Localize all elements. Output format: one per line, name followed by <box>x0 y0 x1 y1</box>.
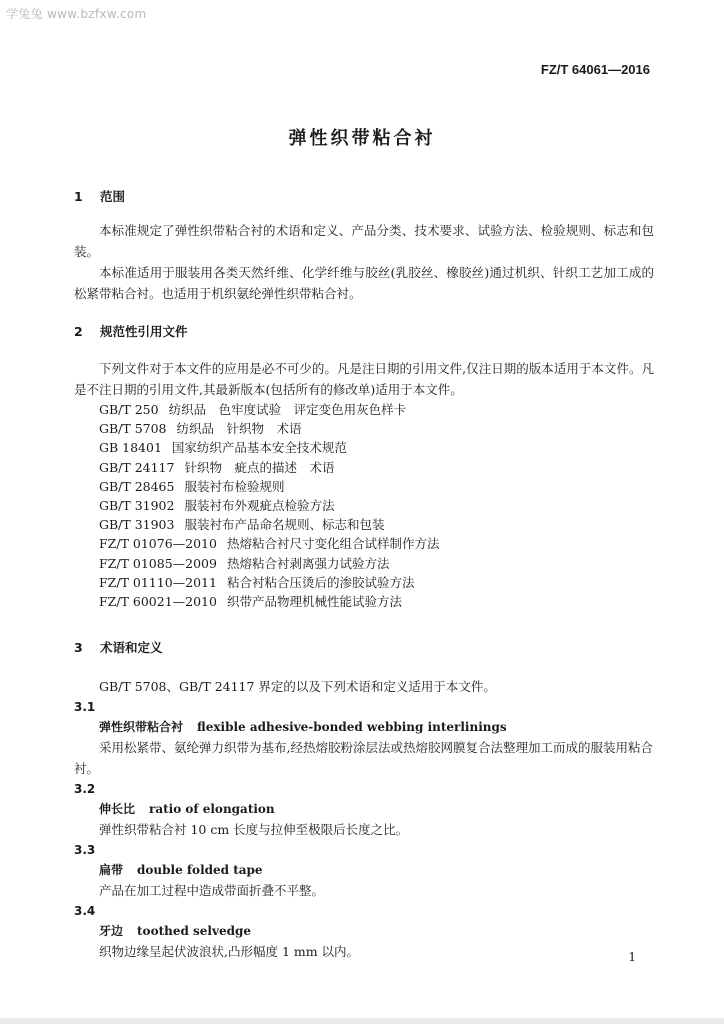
reference-item <box>99 573 654 592</box>
reference-code: GB 18401 <box>99 440 162 456</box>
reference-list <box>74 400 654 611</box>
reference-code: FZ/T 60021—2010 <box>99 594 217 610</box>
term-number: 3.2 <box>74 782 96 796</box>
term-entry <box>74 697 654 779</box>
section-heading <box>74 638 654 656</box>
term-name <box>74 717 654 737</box>
section-number: 1 <box>74 189 83 204</box>
reference-item <box>99 477 654 496</box>
reference-title: 服装衬布检验规则 <box>184 478 285 494</box>
term-cn: 弹性织带粘合衬 <box>99 720 184 734</box>
reference-title: 纺织品 色牢度试验 评定变色用灰色样卡 <box>168 402 407 417</box>
bottom-scan-strip <box>0 1018 724 1024</box>
paragraph: 本标准适用于服装用各类天然纤维、化学纤维与胶丝(乳胶丝、橡胶丝)通过机织、针织工艺加工成的松紧带粘合衬。也适用于机织氨纶弹性织带粘合衬。 <box>74 265 654 301</box>
document-title: 弹性织带粘合衬 <box>288 128 436 149</box>
section-number: 2 <box>74 324 83 339</box>
reference-item <box>99 458 654 477</box>
term-en: toothed selvedge <box>137 924 252 938</box>
reference-item <box>99 496 654 515</box>
section-number: 3 <box>74 640 83 655</box>
section-heading <box>74 187 654 205</box>
term-cn: 扁带 <box>99 863 124 877</box>
paragraph: 本标准规定了弹性织带粘合衬的术语和定义、产品分类、技术要求、试验方法、检验规则、标志和包装。 <box>74 223 654 259</box>
reference-item <box>99 534 654 553</box>
reference-title: 服装衬布外观疵点检验方法 <box>184 498 335 514</box>
paragraph: GB/T 5708、GB/T 24117 界定的以及下列术语和定义适用于本文件。 <box>99 679 496 694</box>
document-code: FZ/T 64061—2016 <box>540 62 650 77</box>
term-en: flexible adhesive-bonded webbing interlinings <box>197 720 507 734</box>
term-cn: 牙边 <box>99 924 124 938</box>
term-entry <box>74 840 654 901</box>
reference-title: 针织物 疵点的描述 术语 <box>184 459 335 475</box>
reference-code: GB/T 5708 <box>99 421 167 437</box>
term-number: 3.4 <box>74 904 96 918</box>
term-definition: 弹性织带粘合衬 10 cm 长度与拉伸至极限后长度之比。 <box>99 822 409 837</box>
section-heading <box>74 322 654 340</box>
reference-item <box>99 515 654 534</box>
section-title: 范围 <box>100 189 126 204</box>
reference-title: 纺织品 针织物 术语 <box>176 421 302 437</box>
reference-code: FZ/T 01085—2009 <box>99 555 217 571</box>
reference-item <box>99 400 654 419</box>
term-number: 3.1 <box>74 700 96 714</box>
term-en: ratio of elongation <box>149 802 275 816</box>
term-definition: 产品在加工过程中造成带面折叠不平整。 <box>99 883 325 898</box>
reference-code: FZ/T 01110—2011 <box>99 574 217 590</box>
term-entry <box>74 901 654 962</box>
reference-title: 热熔粘合衬剥离强力试验方法 <box>226 555 390 571</box>
reference-item <box>99 438 654 457</box>
reference-item <box>99 419 654 438</box>
reference-item <box>99 554 654 573</box>
reference-code: GB/T 31903 <box>99 517 175 533</box>
section-1 <box>74 187 654 205</box>
reference-title: 织带产品物理机械性能试验方法 <box>226 594 402 610</box>
section-3-body <box>74 676 654 962</box>
reference-code: GB/T 31902 <box>99 498 175 514</box>
term-definition: 织物边缘呈起伏波浪状,凸形幅度 1 mm 以内。 <box>99 944 360 959</box>
watermark: 学兔兔 www.bzfxw.com <box>6 7 147 21</box>
reference-code: GB/T 28465 <box>99 478 175 494</box>
reference-title: 热熔粘合衬尺寸变化组合试样制作方法 <box>226 536 440 552</box>
reference-item <box>99 592 654 611</box>
term-cn: 伸长比 <box>99 802 136 816</box>
section-title: 规范性引用文件 <box>100 324 188 339</box>
term-number: 3.3 <box>74 843 96 857</box>
reference-code: FZ/T 01076—2010 <box>99 536 217 552</box>
page-number: 1 <box>628 950 636 964</box>
section-1-body <box>74 220 654 304</box>
term-name <box>74 799 654 819</box>
reference-title: 服装衬布产品命名规则、标志和包装 <box>184 517 385 533</box>
section-3 <box>74 638 654 656</box>
term-en: double folded tape <box>137 863 263 877</box>
paragraph: 下列文件对于本文件的应用是必不可少的。凡是注日期的引用文件,仅注日期的版本适用于本文件。凡是不注日期的引用文件,其最新版本(包括所有的修改单)适用于本文件。 <box>74 361 654 397</box>
term-name <box>74 860 654 880</box>
term-entry <box>74 779 654 840</box>
section-title: 术语和定义 <box>100 640 163 655</box>
term-definition: 采用松紧带、氨纶弹力织带为基布,经热熔胶粉涂层法或热熔胶网膜复合法整理加工而成的服装用粘合衬。 <box>74 740 653 776</box>
term-name <box>74 921 654 941</box>
reference-code: GB/T 250 <box>99 402 159 417</box>
reference-code: GB/T 24117 <box>99 459 175 475</box>
section-2 <box>74 322 654 340</box>
section-2-body <box>74 358 654 611</box>
reference-title: 国家纺织产品基本安全技术规范 <box>171 440 347 456</box>
reference-title: 粘合衬粘合压烫后的渗胶试验方法 <box>226 574 415 590</box>
